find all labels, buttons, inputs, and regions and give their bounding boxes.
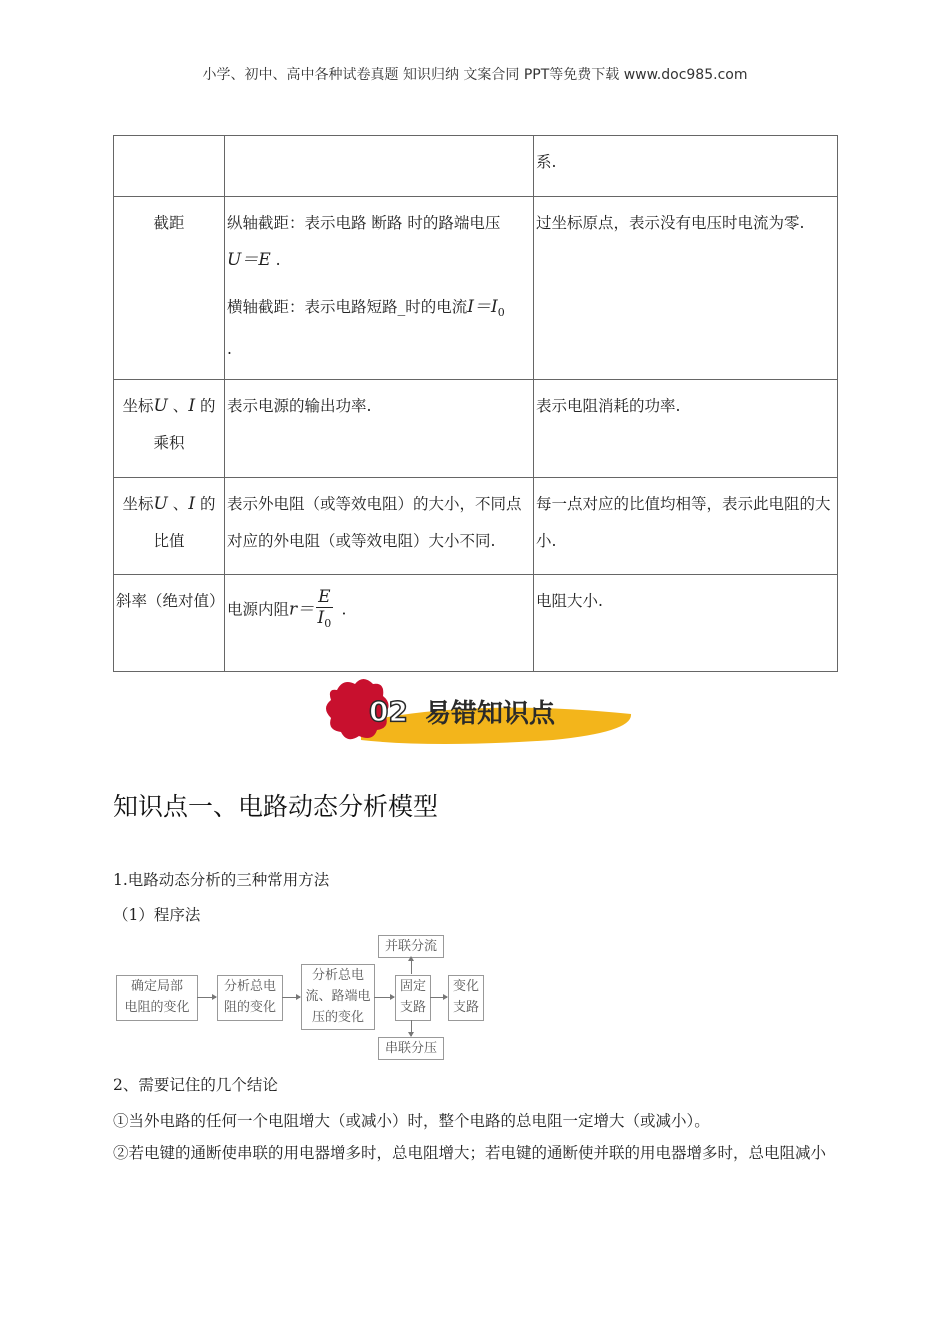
cell-text: 过坐标原点，表示没有电压时电流为零. — [536, 214, 805, 232]
banner-graphic — [303, 670, 648, 752]
box-line: 固定 — [399, 979, 426, 994]
table-cell — [225, 478, 534, 575]
symbol-u: U — [153, 396, 168, 416]
horizontal-intercept-line — [227, 289, 531, 331]
table-cell — [225, 380, 534, 478]
table-row — [114, 380, 838, 478]
arrow-up-icon — [411, 957, 412, 974]
cell-text: 电源内阻 — [227, 600, 290, 619]
arrow-right-icon — [197, 997, 216, 998]
table-cell — [114, 136, 225, 197]
table-cell — [114, 197, 225, 380]
arrow-down-icon — [411, 1020, 412, 1036]
table-cell — [114, 575, 225, 672]
subscript: 0 — [324, 617, 332, 631]
box-line: 支路 — [452, 1000, 479, 1015]
symbol-u: U — [153, 494, 168, 514]
table-cell — [534, 380, 838, 478]
section-title: 知识点一、电路动态分析模型 — [113, 792, 439, 821]
cell-text: 的比值 — [153, 495, 216, 550]
table-cell — [225, 136, 534, 197]
flow-box-total-resistance — [217, 975, 283, 1021]
arrow-right-icon — [374, 997, 394, 998]
table-row — [114, 478, 838, 575]
box-line: 确定局部 — [130, 979, 183, 994]
flow-box-fixed-branch — [395, 975, 431, 1021]
box-line: 电阻的变化 — [124, 1000, 190, 1015]
cell-text: 坐标 — [122, 397, 154, 415]
table-row — [114, 575, 838, 672]
flow-box-variable-branch — [448, 975, 484, 1021]
table-cell — [114, 478, 225, 575]
cell-text: 的乘积 — [153, 397, 216, 452]
paragraph-methods: 1.电路动态分析的三种常用方法 — [113, 871, 330, 889]
flow-box-current-voltage — [301, 964, 375, 1030]
cell-label-intercept: 截距 — [153, 214, 185, 232]
equation-i-i0: I＝I — [467, 297, 498, 317]
vertical-intercept-text: 纵轴截距：表示电路 断路 时的路端电压 — [227, 214, 501, 232]
flow-box-series: 串联分压 — [378, 1037, 444, 1060]
table-cell — [534, 575, 838, 672]
box-line: 阻的变化 — [223, 1000, 276, 1015]
box-line: 变化 — [452, 979, 479, 994]
flow-box-local-resistance — [116, 975, 198, 1021]
cell-text: 、 — [167, 495, 189, 513]
table-cell — [225, 197, 534, 380]
box-line: 压的变化 — [311, 1010, 364, 1025]
box-line: 支路 — [399, 1000, 426, 1015]
horizontal-intercept-text: 横轴截距：表示电路短路_时的电流 — [227, 298, 468, 316]
flow-box-parallel: 并联分流 — [378, 935, 444, 958]
section-banner — [303, 670, 648, 752]
symbol-r: r＝ — [289, 599, 315, 620]
cell-text: 每一点对应的比值均相等，表示此电阻的大小. — [536, 495, 831, 550]
knowledge-table — [113, 135, 838, 672]
page-header: 小学、初中、高中各种试卷真题 知识归纳 文案合同 PPT等免费下载 www.doc985.com — [202, 67, 748, 83]
table-row — [114, 136, 838, 197]
fraction-denominator — [318, 608, 332, 634]
cell-text: 电阻大小. — [536, 592, 603, 610]
cell-text: 表示外电阻（或等效电阻）的大小，不同点对应的外电阻（或等效电阻）大小不同. — [227, 495, 522, 550]
flow-diagram — [113, 932, 493, 1062]
cell-text: 表示电阻消耗的功率. — [536, 397, 681, 415]
period: . — [227, 340, 232, 359]
table-cell — [534, 136, 838, 197]
box-line: 分析总电 — [311, 968, 364, 983]
cell-text: 、 — [167, 397, 189, 415]
cell-text: 坐标 — [122, 495, 154, 513]
symbol-i: I — [317, 608, 325, 628]
cell-text: 表示电源的输出功率. — [227, 397, 372, 415]
box-line: 分析总电 — [223, 979, 276, 994]
arrow-right-icon — [430, 997, 447, 998]
equation-u-e: U＝E . — [227, 250, 281, 270]
table-cell: 电源内阻r＝ $\frac{E}{I_0}$ . — [225, 575, 534, 672]
paragraph-conclusion-2: ②若电键的通断使串联的用电器增多时，总电阻增大；若电键的通断使并联的用电器增多时，总电阻减小 — [113, 1144, 827, 1162]
cell-label-slope: 斜率（绝对值） — [116, 592, 225, 610]
paragraph-conclusions: 2、需要记住的几个结论 — [113, 1076, 278, 1094]
banner-number: 02 — [369, 695, 408, 728]
banner-title: 易错知识点 — [425, 699, 556, 729]
paragraph-procedure: （1）程序法 — [113, 906, 201, 924]
paragraph-conclusion-1: ①当外电路的任何一个电阻增大（或减小）时，整个电路的总电阻一定增大（或减小）。 — [113, 1112, 710, 1130]
box-line: 流、路端电 — [305, 989, 371, 1004]
table-row — [114, 197, 838, 380]
table-cell — [534, 478, 838, 575]
symbol-i: I — [188, 494, 196, 514]
cell-text: 系. — [536, 153, 557, 171]
subscript: 0 — [497, 306, 505, 320]
symbol-i: I — [188, 396, 196, 416]
fraction-e-over-i0 — [316, 587, 332, 634]
table-cell — [114, 380, 225, 478]
fraction-numerator: E — [318, 587, 331, 607]
table-cell — [534, 197, 838, 380]
arrow-right-icon — [282, 997, 300, 998]
